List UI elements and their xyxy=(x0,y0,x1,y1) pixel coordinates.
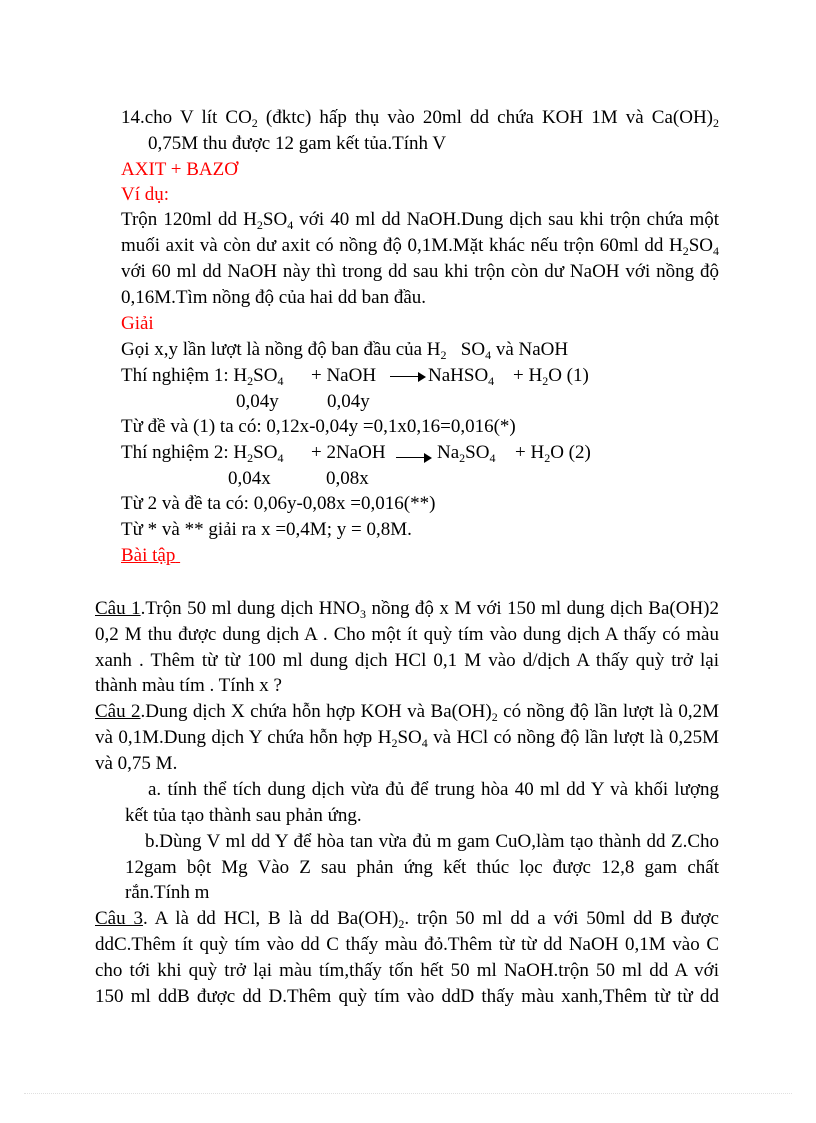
question-3-line-3: cho tới khi quỳ trở lại màu tím,thấy tốn hết 50 ml NaOH.trộn 50 ml dd A với xyxy=(95,960,719,981)
question-2b-line-3: rắn.Tính m xyxy=(125,882,210,903)
reaction-arrow-1-icon xyxy=(386,363,430,389)
example-line-3: với 60 ml dd NaOH này thì trong dd sau khi trộn còn dư NaOH với nồng độ xyxy=(121,261,719,282)
example-line-2: muối axit và còn dư axit có nồng độ 0,1M.Mặt khác nếu trộn 60ml dd $H_2SO_4$ xyxy=(121,235,719,258)
problem-14-line-1: 14.cho V lít $CO_2$ (đktc) hấp thụ vào 20ml dd chứa KOH 1M và $Ca(OH)_2$ xyxy=(121,107,719,130)
experiment-1-tail: + $H_2O$ (1) xyxy=(513,365,589,388)
example-line-4: 0,16M.Tìm nồng độ của hai dd ban đầu. xyxy=(121,287,427,308)
experiment-1-amount-1: 0,04y xyxy=(236,391,279,412)
question-2-line-1: Câu 2.Dung dịch X chứa hỗn hợp KOH và $Ba(OH)_2$ có nồng độ lần lượt là 0,2M xyxy=(95,701,720,724)
question-1-line-3: xanh . Thêm từ từ 100 ml dung dịch HCl 0,1 M vào d/dịch A thấy quỳ trở lại xyxy=(95,650,719,671)
question-3-line-4: 150 ml ddB được dd D.Thêm quỳ tím vào ddD thấy màu xanh,Thêm từ từ dd xyxy=(95,986,719,1007)
question-3-label: Câu 3 xyxy=(95,908,144,929)
equation-2: Từ 2 và đề ta có: 0,06y-0,08x =0,016(**) xyxy=(121,493,436,514)
experiment-2-amount-1: 0,04x xyxy=(228,468,271,489)
experiment-1-amount-2: 0,04y xyxy=(327,391,370,412)
question-2-line-3: và 0,75 M. xyxy=(95,753,178,774)
experiment-2-tail: + $H_2O$ (2) xyxy=(515,442,591,465)
page-bottom-rule xyxy=(24,1093,792,1094)
question-3-line-2: ddC.Thêm ít quỳ tím vào dd C thấy màu đỏ.Thêm từ từ dd NaOH 0,1M vào C xyxy=(95,934,719,955)
question-1-line-4: thành màu tím . Tính x ? xyxy=(95,675,282,696)
example-line-1: Trộn 120ml dd $H_2SO_4$ với 40 ml dd NaOH.Dung dịch sau khi trộn chứa một xyxy=(121,209,720,232)
section-title: AXIT + BAZƠ xyxy=(121,159,238,180)
reaction-arrow-2-icon xyxy=(392,444,436,470)
question-1-label: Câu 1 xyxy=(95,598,141,619)
question-3-line-1: Câu 3. A là dd HCl, B là dd $Ba(OH)_2$. trộn 50 ml dd a với 50ml dd B được xyxy=(95,908,719,931)
experiment-2-equation: Thí nghiệm 2: $H_2SO_4$ xyxy=(121,442,284,465)
experiment-2-reagent: + 2NaOH xyxy=(311,442,386,463)
problem-14-line-2: 0,75M thu được 12 gam kết tủa.Tính V xyxy=(148,133,447,154)
exercise-label: Bài tập xyxy=(121,545,176,566)
example-label: Ví dụ: xyxy=(121,184,170,205)
solution-intro: Gọi x,y lần lượt là nồng độ ban đầu của $H_2$ $SO_4$ và NaOH xyxy=(121,339,569,362)
solution-label: Giải xyxy=(121,313,154,334)
question-2b-line-2: 12gam bột Mg Vào Z sau phản ứng kết thúc lọc được 12,8 gam chất xyxy=(125,857,719,878)
question-2a-line-2: kết tủa tạo thành sau phản ứng. xyxy=(125,805,362,826)
experiment-1-reagent: + NaOH xyxy=(311,365,377,386)
experiment-1-product: NaHSO$_4$ xyxy=(428,365,495,388)
question-2a-line-1: a. tính thể tích dung dịch vừa đủ để trung hòa 40 ml dd Y và khối lượng xyxy=(148,779,719,800)
question-2b-line-1: b.Dùng V ml dd Y để hòa tan vừa đủ m gam CuO,làm tạo thành dd Z.Cho xyxy=(145,831,719,852)
solution-result: Từ * và ** giải ra x =0,4M; y = 0,8M. xyxy=(121,519,412,540)
equation-1: Từ đề và (1) ta có: 0,12x-0,04y =0,1x0,16=0,016(*) xyxy=(121,416,516,437)
question-2-label: Câu 2 xyxy=(95,701,141,722)
experiment-1-equation: Thí nghiệm 1: $H_2SO_4$ xyxy=(121,365,284,388)
question-1-line-1: Câu 1.Trộn 50 ml dung dịch $HNO_3$ nồng độ x M với 150 ml dung dịch Ba(OH)2 xyxy=(95,598,719,621)
experiment-2-amount-2: 0,08x xyxy=(326,468,369,489)
question-2-line-2: và 0,1M.Dung dịch Y chứa hỗn hợp $H_2SO_4$ và HCl có nồng độ lần lượt là 0,25M xyxy=(95,727,719,750)
experiment-2-product: $Na_2SO_4$ xyxy=(437,442,496,465)
question-1-line-2: 0,2 M thu được dung dịch A . Cho một ít quỳ tím vào dung dịch A thấy có màu xyxy=(95,624,719,645)
